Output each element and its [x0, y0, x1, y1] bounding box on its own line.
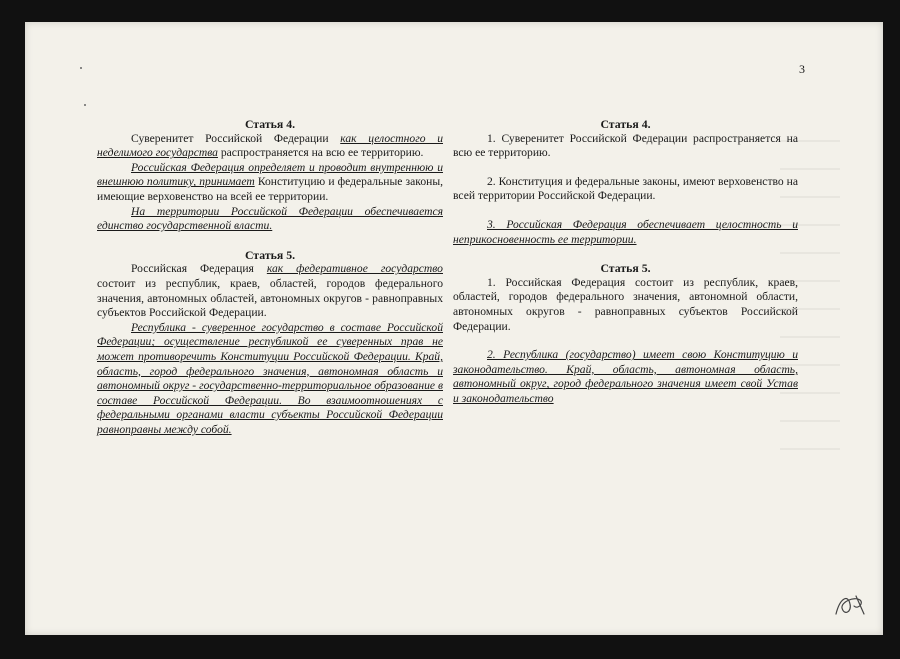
article-4-paragraph-2: 2. Конституция и федеральные законы, имеют верховенство на всей территории Российской Федерации. [453, 174, 798, 203]
spacer [453, 204, 798, 218]
article-5-paragraph-2: 2. Республика (государство) имеет свою Конституцию и законодательство. Край, область, автономная область, автономный округ, город федерального значения имеет свой Устав и законодательство [453, 348, 798, 405]
article-4-paragraph-2 [97, 161, 443, 205]
page-number: 3 [799, 62, 805, 76]
emphasis-span: как целостного и неделимого государства [97, 131, 443, 160]
text-span: Конституцию и федеральные законы, имеющие верховенство на всей ее территории. [97, 175, 444, 203]
article-5-paragraph-2: Республика - суверенное государство в составе Российской Федерации; осуществление республикой ее суверенных прав не может противоречить Конституции Российской Федерации. Край, область, город федерального значения, автономная область и автономный округ - государственно-территориальное образование в составе Российской Федерации. Во взаимоотношениях с федеральными органами власти субъекты Российской Федерации равноправны между собой. [97, 320, 443, 436]
article-4-paragraph-3: 3. Российская Федерация обеспечивает целостность и неприкосновенность ее территории. [453, 217, 798, 246]
article-5-title: Статья 5. [600, 261, 651, 276]
text-span: Российская Федерация [131, 262, 267, 276]
speck [80, 67, 82, 69]
emphasis-span: как федеративное государство [266, 262, 443, 276]
handwritten-mark-icon [830, 590, 872, 620]
article-4-paragraph-1: 1. Суверенитет Российской Федерации распространяется на всю ее территорию. [453, 131, 798, 160]
spacer [453, 161, 798, 175]
article-5-title: Статья 5. [244, 247, 296, 262]
spacer [97, 234, 443, 248]
article-5-paragraph-1: 1. Российская Федерация состоит из республик, краев, областей, городов федерального значения, автономной области, автономных округов - равноправных субъектов Российской Федерации. [453, 275, 798, 333]
left-column [97, 117, 443, 437]
article-4-title: Статья 4. [244, 117, 296, 131]
article-4-paragraph-1 [97, 132, 443, 161]
article-4-title: Статья 4. [600, 117, 651, 131]
article-4-paragraph-3: На территории Российской Федерации обеспечивается единство государственной власти. [97, 204, 443, 233]
article-5-paragraph-1 [97, 262, 443, 320]
spacer [453, 334, 798, 348]
right-column [453, 117, 798, 407]
emphasis-span: Российская Федерация определяет и проводит внутреннюю и внешнюю политику, принимает [97, 160, 443, 189]
text-span: Суверенитет Российской Федерации [131, 131, 341, 145]
text-span: состоит из республик, краев, областей, городов федерального значения, автономных областей, автономных округов - равноправных субъектов Российской Федерации. [97, 276, 443, 320]
speck [84, 104, 86, 106]
text-span: распространяется на всю ее территорию. [217, 146, 424, 160]
spacer [453, 247, 798, 261]
